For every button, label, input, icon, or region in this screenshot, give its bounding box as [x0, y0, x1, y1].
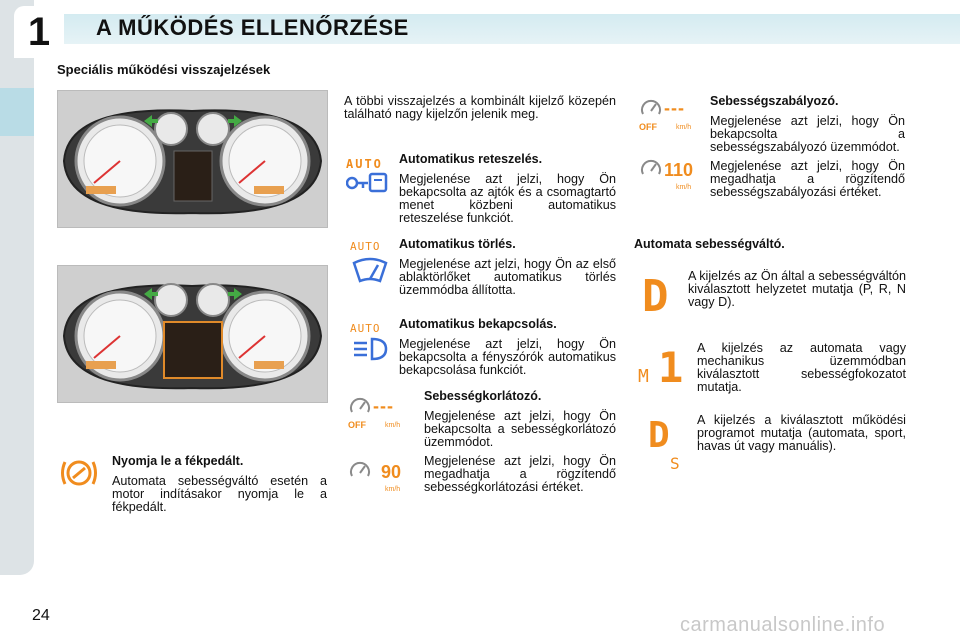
auto-lock-title: Automatikus reteszelés.	[399, 152, 543, 166]
brake-pedal-icon	[59, 456, 99, 495]
chapter-number: 1	[14, 6, 64, 58]
cruise-control-value-icon	[638, 158, 700, 198]
instrument-cluster-image	[57, 90, 328, 228]
section-title: Speciális működési visszajelzések	[57, 62, 271, 77]
page-title: A MŰKÖDÉS ELLENŐRZÉSE	[96, 15, 409, 40]
gearbox-section	[634, 238, 906, 258]
auto-lock-text: Megjelenése azt jelzi, hogy Ön bekapcsolta az ajtók és a csomagtartó menet közbeni automatikus reteszelése funkciót.	[399, 172, 616, 225]
speed-limiter-text-1: Megjelenése azt jelzi, hogy Ön bekapcsolta a sebességkorlátozó üzemmódot.	[424, 409, 616, 449]
cruise-control-text-1: Megjelenése azt jelzi, hogy Ön bekapcsolta a sebességszabályozó üzemmódot.	[710, 114, 905, 154]
auto-headlight-icon	[350, 322, 390, 368]
speed-limiter-off-value: ---	[373, 396, 394, 416]
speed-limiter-value-icon	[347, 460, 409, 500]
speed-limiter-off-label: OFF	[348, 420, 366, 430]
auto-headlight-block	[399, 318, 616, 377]
speed-limiter-off-icon	[347, 396, 409, 436]
gearbox-title: Automata sebességváltó.	[634, 237, 785, 251]
side-strip	[0, 0, 34, 575]
intro-text: A többi visszajelzés a kombinált kijelző közepén található nagy kijelzőn jelenik meg.	[344, 94, 616, 121]
speed-limiter-text-2: Megjelenése azt jelzi, hogy Ön megadhatja a rögzítendő sebességkorlátozási értéket.	[424, 454, 616, 494]
intro-block	[344, 95, 616, 121]
gearbox-text-1-block	[688, 270, 906, 309]
manual-gear-icon	[638, 343, 688, 392]
manual-gear-number: 1	[658, 343, 684, 392]
manual-mode-letter: M	[638, 366, 649, 387]
gearbox-text-1: A kijelzés az Ön által a sebességváltón kiválasztott helyzetet mutatja (P, R, N vagy D).	[688, 269, 906, 309]
auto-wipe-block	[399, 238, 616, 297]
auto-headlight-label: AUTO	[350, 322, 381, 335]
speed-limiter-set-unit: km/h	[385, 486, 401, 493]
speed-limiter-title: Sebességkorlátozó.	[424, 389, 542, 403]
auto-wipe-label: AUTO	[350, 240, 381, 253]
gearbox-text-3: A kijelzés a kiválasztott működési programot mutatja (automata, sport, havas út vagy manuális).	[697, 413, 906, 453]
gearbox-text-2: A kijelzés az automata vagy mechanikus üzemmódban kiválasztott sebességfokozatot mutatja.	[697, 341, 906, 394]
handbrake-block	[112, 455, 327, 514]
cruise-control-off-label: OFF	[639, 122, 657, 132]
speed-limiter-off-unit: km/h	[385, 422, 401, 429]
drive-program-gear: D	[648, 415, 670, 456]
chapter-tab[interactable]	[0, 88, 34, 136]
gearbox-text-2-block	[697, 342, 906, 394]
auto-lock-icon	[346, 157, 388, 198]
handbrake-title: Nyomja le a fékpedált.	[112, 454, 244, 468]
auto-wipe-icon	[350, 240, 390, 292]
gear-position-value: D	[642, 271, 669, 322]
watermark: carmanualsonline.info	[680, 614, 886, 636]
auto-headlight-text: Megjelenése azt jelzi, hogy Ön bekapcsolta a fényszórók automatikus bekapcsolása funkciót.	[399, 337, 616, 377]
auto-lock-block	[399, 153, 616, 225]
drive-program-mode: S	[670, 454, 680, 473]
gearbox-text-3-block	[697, 414, 906, 453]
speed-limiter-block	[424, 390, 616, 494]
auto-headlight-title: Automatikus bekapcsolás.	[399, 317, 557, 331]
page-number: 24	[32, 607, 50, 624]
cruise-control-block	[710, 95, 905, 199]
cruise-control-set-value: 110	[664, 160, 694, 180]
cruise-control-text-2: Megjelenése azt jelzi, hogy Ön megadhatja a rögzítendő sebességszabályozási értéket.	[710, 159, 905, 199]
cruise-control-off-icon	[638, 98, 700, 138]
instrument-cluster-image-display	[57, 265, 328, 403]
gear-position-icon	[642, 271, 669, 322]
cruise-control-off-value: ---	[664, 98, 685, 118]
drive-program-icon	[648, 415, 692, 474]
cruise-control-title: Sebességszabályozó.	[710, 94, 839, 108]
cruise-control-off-unit: km/h	[676, 124, 692, 131]
cruise-control-set-unit: km/h	[676, 184, 692, 191]
speed-limiter-set-value: 90	[381, 462, 402, 482]
auto-wipe-text: Megjelenése azt jelzi, hogy Ön az első ablaktörlőket automatikus törlés üzemmódba állította.	[399, 257, 616, 297]
auto-wipe-title: Automatikus törlés.	[399, 237, 516, 251]
handbrake-text: Automata sebességváltó esetén a motor indításakor nyomja le a fékpedált.	[112, 474, 327, 514]
auto-lock-label: AUTO	[346, 157, 383, 171]
